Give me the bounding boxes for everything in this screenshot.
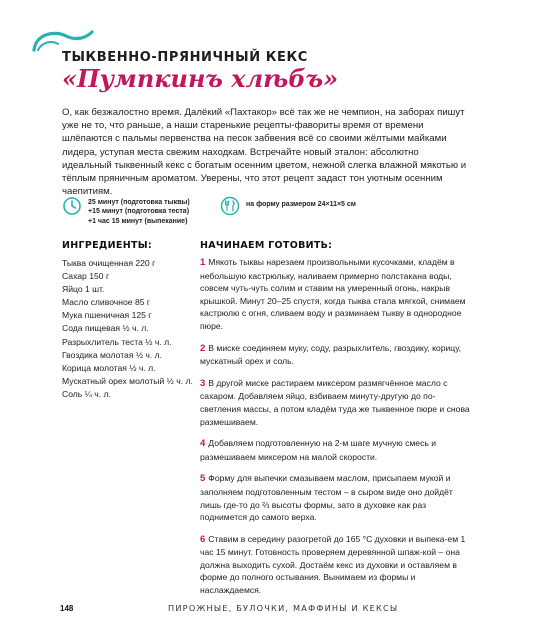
step-text: В миске соединяем муку, соду, разрыхлитель, гвоздику, корицу, мускатный орех и соль. (200, 342, 462, 367)
ingredient-item: Тыква очищенная 220 г (62, 258, 156, 268)
step-text: Мякоть тыквы нарезаем произвольными кусочками, кладём в небольшую кастрюльку, наливаем примерно полстакана воды, совсем чуть-чуть солим и ставим на умеренный огонь, накрыв крышкой. Минут 20–25 спустя, когда тыква стала мягкой, снимаем кастрюлю с огня, сливаем воду и разминаем тыкву в однородное пюре. (200, 257, 466, 331)
step-item (200, 437, 472, 463)
step-number: 6 (200, 533, 206, 545)
step-text: Добавляем подготовленную на 2-м шаге мучную смесь и размешиваем миксером на малой скорости. (200, 438, 437, 462)
time-line: +1 час 15 минут (выпекание) (88, 217, 188, 225)
intro-paragraph: О, как безжалостно время. Далёкий «Пахтакор» всё так же не чемпион, на заборах пишут уже не то, что раньше, а наши старенькие рецепты-фавориты время от времени шлёпаются с пальмы первенства на песок забвения всё со своими жёлтыми майками лидера, уступая места свежим находкам. Встречайте новый эталон: абсолютно идеальный тыквенный кекс с богатым осенним цветом, нежной слегка влажной мякотью и тёплым пряничным ароматом. Уверены, что этот рецепт задаст тон уютным осенним чаепитиям. (62, 107, 467, 198)
step-text: Ставим в середину разогретой до 165 °С духовки и выпека-ем 1 час 15 минут. Готовность проверяем деревянной шпаж-кой – она должна выходить сухой. Достаём кекс из духовки и оставляем в форме до полного остывания. Вынимаем из формы и наслаждаемся. (200, 533, 466, 596)
step-number: 4 (200, 438, 206, 450)
step-item (200, 533, 472, 597)
ingredient-item: Масло сливочное 85 г (62, 297, 151, 308)
step-number: 1 (200, 257, 206, 268)
ingredient-item: Яйцо 1 шт. (62, 284, 105, 295)
recipe-title: «Пумпкинъ хлѣбъ» (62, 64, 339, 93)
step-number: 3 (200, 377, 206, 389)
ingredients-heading: ИНГРЕДИЕНТЫ: (62, 240, 152, 251)
ingredient-item: Сахар 150 г (62, 271, 110, 282)
ingredient-item: Мука пшеничная 125 г (62, 310, 152, 321)
page-number: 148 (60, 604, 74, 613)
steps-heading: НАЧИНАЕМ ГОТОВИТЬ: (200, 240, 333, 251)
step-item (200, 342, 472, 368)
section-footer: ПИРОЖНЫЕ, БУЛОЧКИ, МАФФИНЫ И КЕКСЫ (168, 603, 399, 613)
ingredient-item: Разрыхлитель теста ½ ч. л. (62, 336, 172, 347)
step-text: В другой миске растираем миксером размягчённое масло с сахаром. Добавляем яйцо, взбиваем минуту-другую до по-светления массы, а потом кладём туда же тыквенное пюре и снова размешиваем. (200, 377, 470, 427)
step-item (200, 256, 472, 333)
step-item (200, 472, 472, 523)
step-text: Форму для выпечки смазываем маслом, присыпаем мукой и заполняем подготовленным тестом – в сыром виде оно дойдёт лишь где-то до ⅔ высоты формы, зато в духовке как раз поднимется до самого верха. (200, 473, 453, 523)
step-number: 2 (200, 342, 206, 354)
ingredient-item: Гвоздика молотая ½ ч. л. (62, 349, 163, 360)
step-item (200, 377, 472, 428)
time-line: +15 минут (подготовка теста) (88, 208, 190, 216)
ingredient-item: Корица молотая ½ ч. л. (62, 362, 156, 373)
ingredient-item: Мускатный орех молотый ½ ч. л. (62, 375, 193, 386)
clock-icon (62, 196, 82, 216)
ingredient-item: Соль ¼ ч. л. (62, 388, 111, 399)
ingredients-list (62, 257, 193, 401)
form-size-text: на форму размером 24×11×5 см (246, 201, 356, 208)
cutlery-icon (220, 196, 240, 216)
steps-list (200, 256, 472, 606)
recipe-subtitle: ТЫКВЕННО-ПРЯНИЧНЫЙ КЕКС (62, 50, 308, 65)
time-line: 25 минут (подготовка тыквы) (88, 199, 190, 206)
ingredient-item: Сода пищевая ½ ч. л. (62, 323, 149, 334)
step-number: 5 (200, 473, 206, 485)
